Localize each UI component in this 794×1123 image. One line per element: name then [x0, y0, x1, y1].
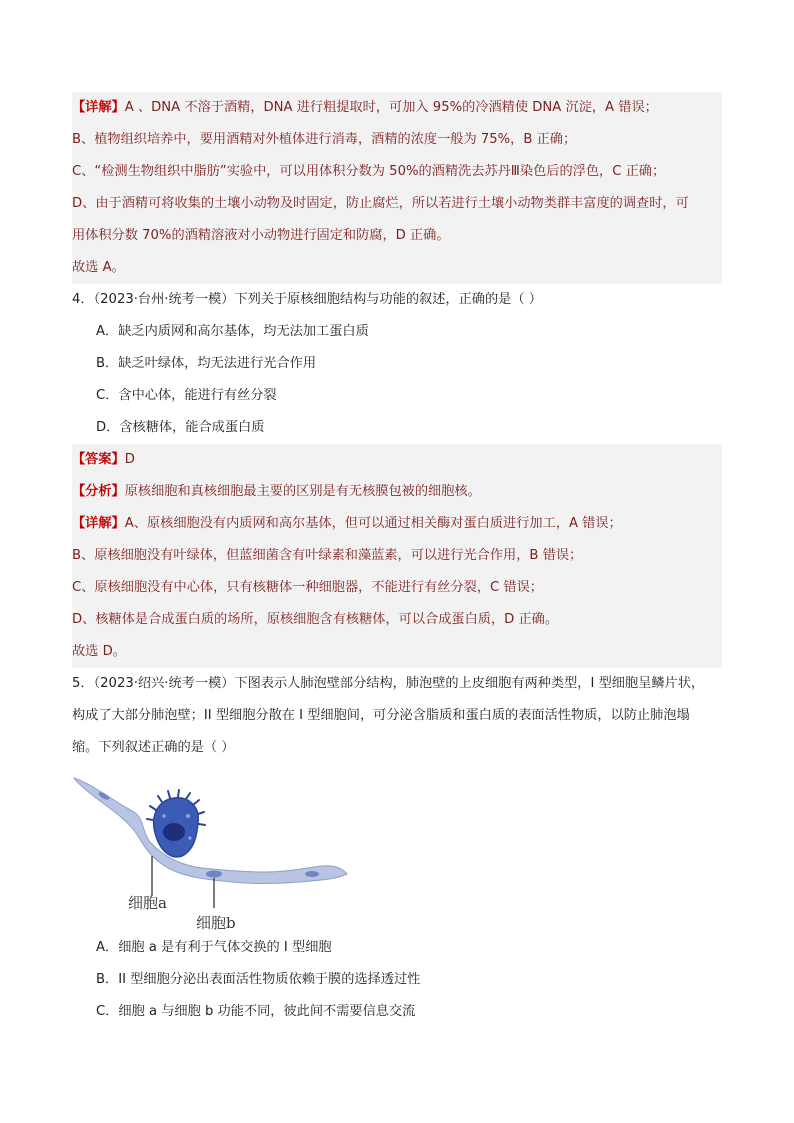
alveolar-wall-diagram [72, 770, 352, 930]
cell-b-nucleus [206, 871, 222, 878]
q5-option-c: C．细胞 a 与细胞 b 功能不同，彼此间不需要信息交流 [96, 1004, 416, 1019]
q4-option-d: D．含核糖体，能合成蛋白质 [96, 420, 265, 435]
cell-a-nucleus [163, 823, 185, 841]
q3-detail-line [72, 92, 722, 124]
q4-option-a: A．缺乏内质网和高尔基体，均无法加工蛋白质 [96, 324, 369, 339]
detail-tag: 【详解】 [72, 100, 125, 115]
q5-stem-line: 构成了大部分肺泡壁；II 型细胞分散在 I 型细胞间，可分泌含脂质和蛋白质的表面活性物质，以防止肺泡塌 [72, 708, 690, 723]
q3-detail-line: B、植物组织培养中，要用酒精对外植体进行消毒，酒精的浓度一般为 75%，B 正确； [72, 132, 577, 147]
q3-detail-text: A 、DNA 不溶于酒精，DNA 进行粗提取时，可加入 95%的冷酒精使 DNA 沉淀，A 错误； [124, 100, 658, 115]
q3-detail-block [72, 92, 722, 284]
cell-a [147, 790, 205, 857]
q4-detail-line: C、原核细胞没有中心体，只有核糖体一种细胞器，不能进行有丝分裂，C 错误； [72, 580, 543, 595]
answer-value: D [124, 452, 135, 467]
type-i-cell-membrane [74, 778, 347, 884]
cell-b-label: 细胞b [196, 914, 236, 932]
q4-stem: 4．（2023·台州·统考一模）下列关于原核细胞结构与功能的叙述，正确的是（ ） [72, 292, 542, 307]
detail-tag: 【详解】 [72, 516, 125, 531]
q4-analysis [72, 476, 722, 508]
page-content [72, 92, 722, 1028]
q4-solution-block [72, 444, 722, 668]
q3-conclusion: 故选 A。 [72, 260, 125, 275]
alveolar-wall-figure [72, 770, 722, 930]
answer-tag: 【答案】 [72, 452, 125, 467]
q3-detail-line: C、“检测生物组织中脂肪”实验中，可以用体积分数为 50%的酒精洗去苏丹Ⅲ染色后的浮色，C 正确； [72, 164, 666, 179]
q4-answer [72, 444, 722, 476]
q4-detail-line: B、原核细胞没有叶绿体，但蓝细菌含有叶绿素和藻蓝素，可以进行光合作用，B 错误； [72, 548, 583, 563]
nucleus [305, 871, 319, 877]
q4-detail-line: D、核糖体是合成蛋白质的场所，原核细胞含有核糖体，可以合成蛋白质，D 正确。 [72, 612, 559, 627]
q3-detail-line: D、由于酒精可将收集的土壤小动物及时固定，防止腐烂，所以若进行土壤小动物类群丰富度的调查时，可 [72, 196, 689, 211]
q5-option-a: A．细胞 a 是有利于气体交换的 I 型细胞 [96, 940, 332, 955]
q5-option-b: B．II 型细胞分泌出表面活性物质依赖于膜的选择透过性 [96, 972, 421, 987]
q4-option-c: C．含中心体，能进行有丝分裂 [96, 388, 277, 403]
cell-a-label: 细胞a [128, 894, 167, 912]
q4-detail-line [72, 508, 722, 540]
q4-option-b: B．缺乏叶绿体，均无法进行光合作用 [96, 356, 317, 371]
analysis-tag: 【分析】 [72, 484, 125, 499]
q4-conclusion: 故选 D。 [72, 644, 126, 659]
q5-stem-line: 5．（2023·绍兴·统考一模）下图表示人肺泡壁部分结构，肺泡壁的上皮细胞有两种类型，I 型细胞呈鳞片状， [72, 676, 705, 691]
q3-detail-line: 用体积分数 70%的酒精溶液对小动物进行固定和防腐，D 正确。 [72, 228, 450, 243]
q5-stem-line: 缩。下列叙述正确的是（ ） [72, 740, 235, 755]
q4-detail-text: A、原核细胞没有内质网和高尔基体，但可以通过相关酶对蛋白质进行加工，A 错误； [124, 516, 622, 531]
analysis-text: 原核细胞和真核细胞最主要的区别是有无核膜包被的细胞核。 [124, 484, 481, 499]
